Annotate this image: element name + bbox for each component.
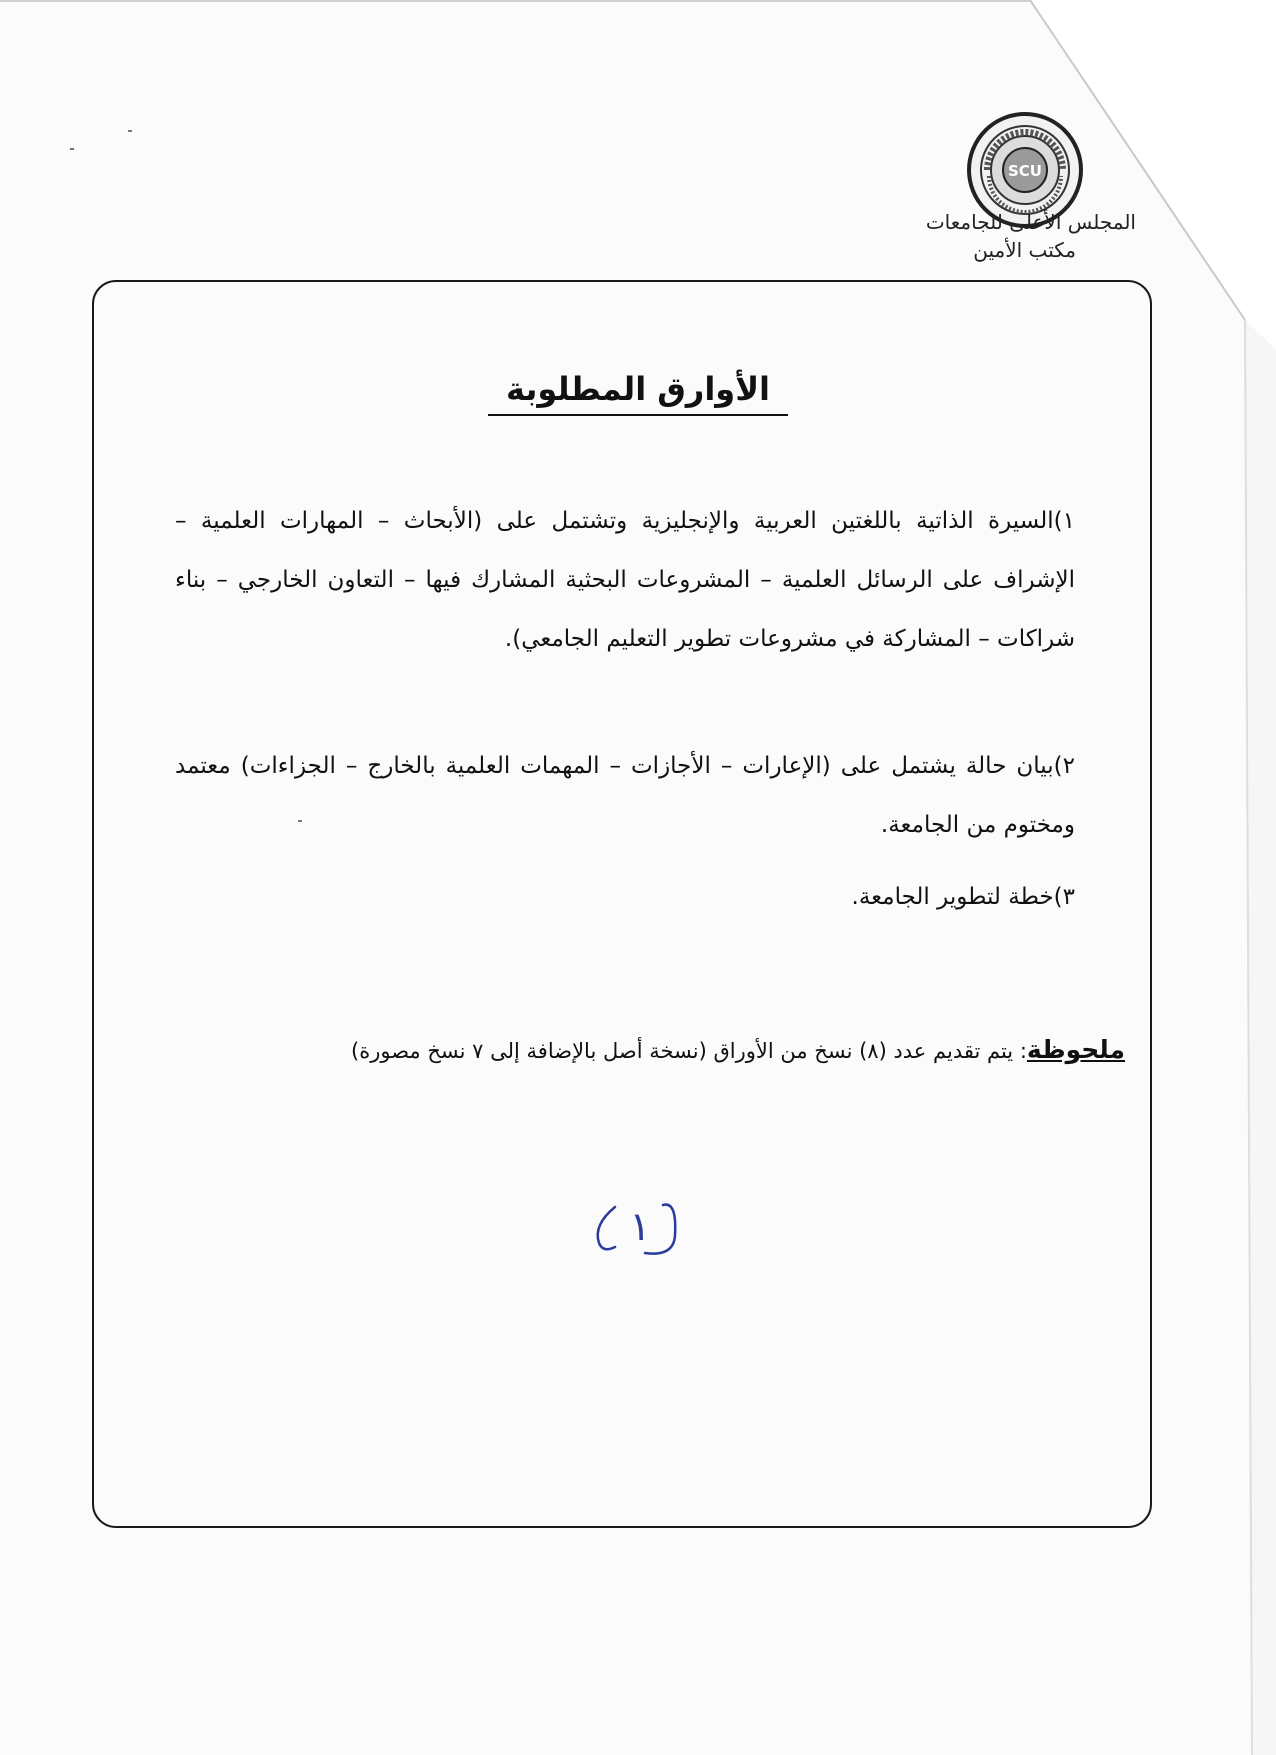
document-title-text: الأوارق المطلوبة xyxy=(488,370,788,416)
item-text: بيان حالة يشتمل على (الإعارات – الأجازات – المهمات العلمية بالخارج – الجزاءات) معتمد ومختوم من الجامعة. xyxy=(175,753,1075,838)
item-text: السيرة الذاتية باللغتين العربية والإنجليزية وتشتمل على (الأبحاث – المهارات العلمية – الإشراف على الرسائل العلمية – المشروعات البحثية المشارك فيها – التعاون الخارجي – بناء شراكات – المشاركة في مشروعات تطوير التعليم الجامعي). xyxy=(175,508,1075,652)
svg-text:SCU: SCU xyxy=(1008,162,1042,180)
scan-speck xyxy=(128,130,132,132)
handwritten-page-number xyxy=(585,1195,695,1265)
requirement-item-3 xyxy=(175,868,1075,927)
page-number-digit: ١ xyxy=(629,1204,651,1250)
note-text: : يتم تقديم عدد (٨) نسخ من الأوراق (نسخة أصل بالإضافة إلى ٧ نسخ مصورة) xyxy=(351,1039,1027,1063)
requirement-item-1 xyxy=(175,492,1075,669)
scan-speck xyxy=(70,148,74,150)
note-label: ملحوظة xyxy=(1026,1035,1125,1064)
item-number: ١) xyxy=(1053,508,1075,534)
item-number: ٣) xyxy=(1053,884,1075,910)
item-number: ٢) xyxy=(1053,753,1075,779)
note xyxy=(170,1030,1125,1071)
document-title xyxy=(0,370,1276,416)
scan-speck xyxy=(298,820,302,822)
council-name: المجلس الأعلى للجامعات xyxy=(925,210,1136,234)
office-name: مكتب الأمين xyxy=(973,238,1076,262)
letterhead xyxy=(836,208,1136,264)
requirement-item-2 xyxy=(175,737,1075,855)
item-text: خطة لتطوير الجامعة. xyxy=(851,884,1054,910)
